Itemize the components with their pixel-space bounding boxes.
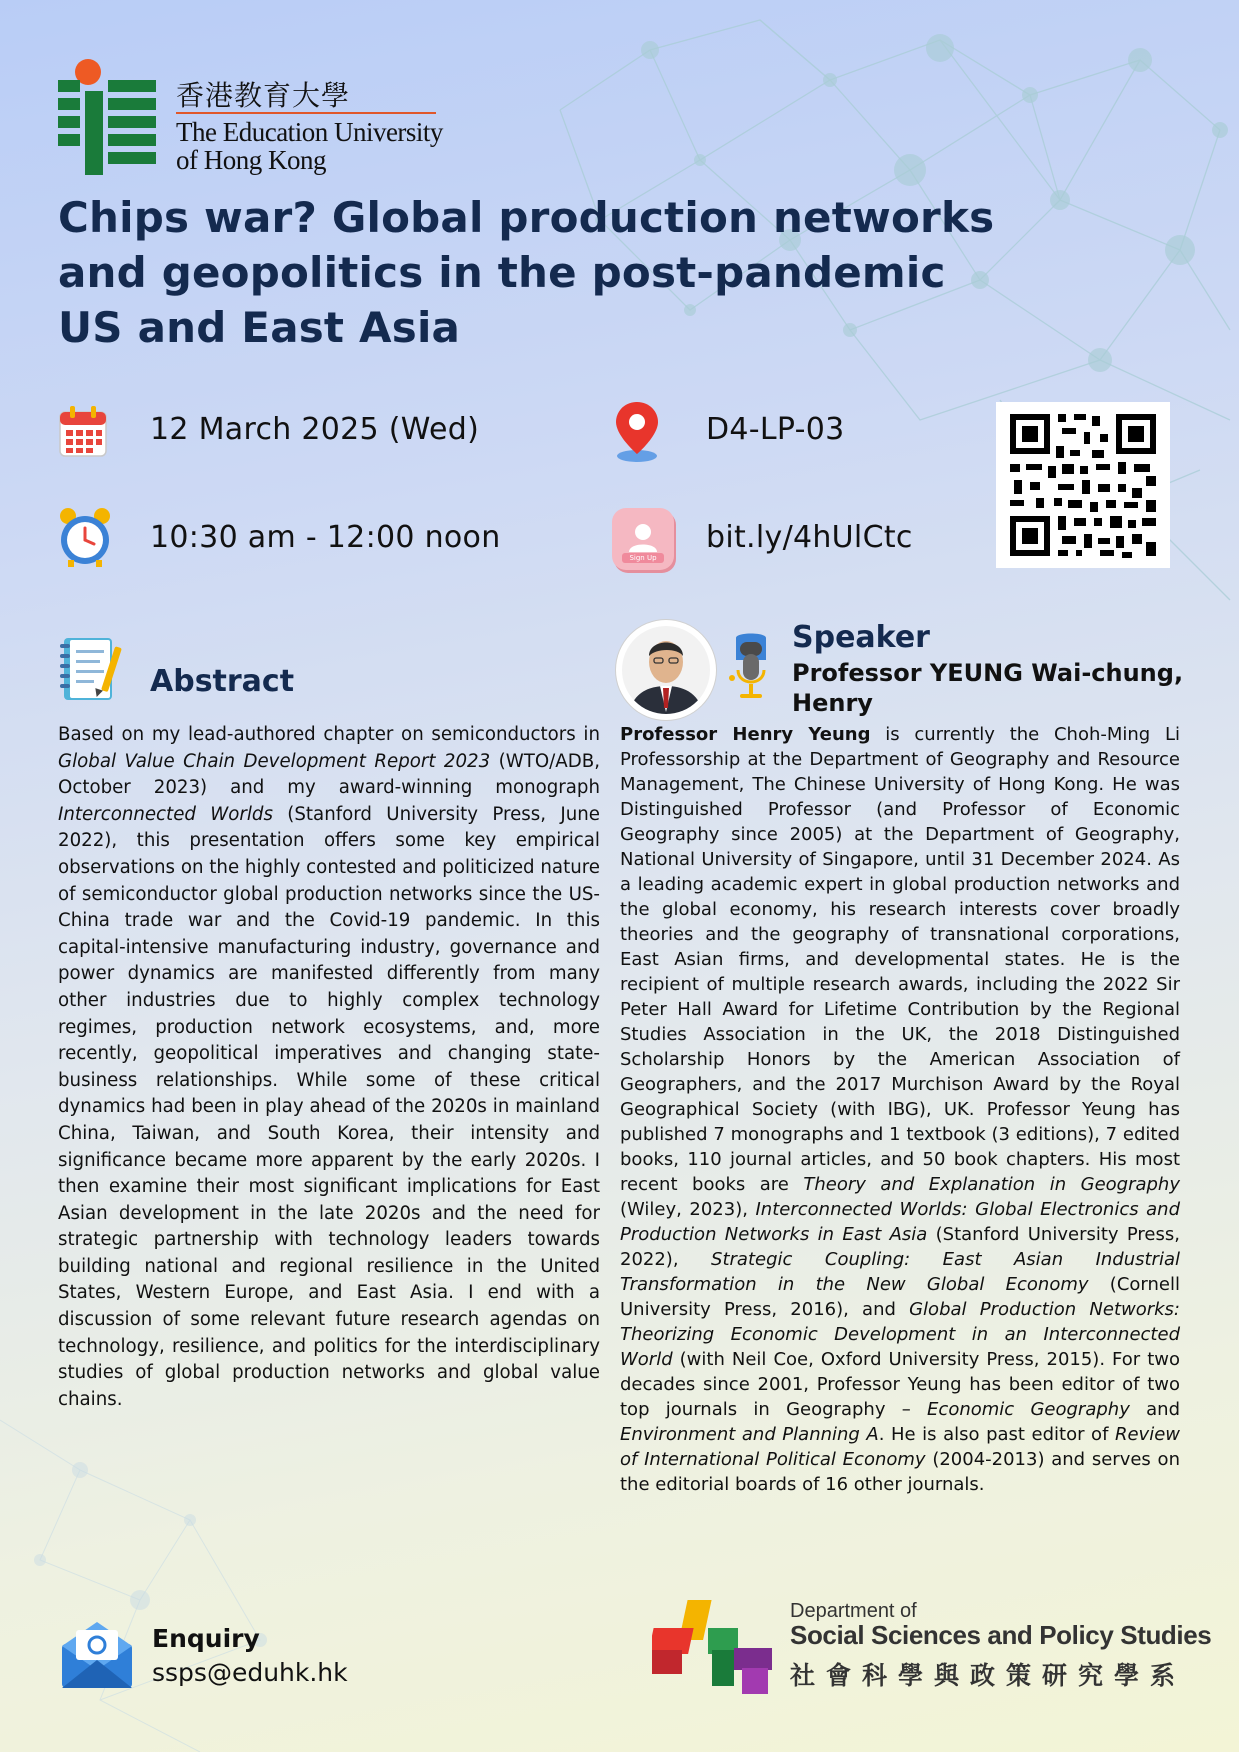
eduhk-emblem-icon xyxy=(58,58,158,178)
text-segment: Global Production Networks: Theorizing Economic Development in an Interconnected World xyxy=(620,1299,1180,1370)
enquiry-label: Enquiry xyxy=(152,1624,260,1653)
department-line2: Social Sciences and Policy Studies xyxy=(790,1620,1212,1650)
text-segment: (with Neil Coe, Oxford University Press, 2015). For two decades since 2001, Professor Yeung has been editor of two top journals in Geography – xyxy=(620,1349,1180,1420)
speaker-name-line1: Professor YEUNG Wai-chung, xyxy=(792,659,1184,687)
abstract-heading: Abstract xyxy=(150,664,295,699)
text-segment: Review of International Political Economy xyxy=(620,1424,1180,1470)
speaker-heading: Speaker xyxy=(792,620,930,655)
text-segment: . He is also past editor of xyxy=(878,1424,1115,1445)
registration-link[interactable]: bit.ly/4hUlCtc xyxy=(706,520,913,555)
text-segment: Professor Henry Yeung xyxy=(620,724,871,745)
text-segment: Based on my lead-authored chapter on semiconductors in xyxy=(58,724,600,745)
text-segment: (WTO/ADB, October 2023) and my award-winning monograph xyxy=(58,750,600,799)
eduhk-logo-mark xyxy=(58,58,158,178)
email-envelope-icon xyxy=(58,1620,136,1692)
event-title xyxy=(58,190,1058,355)
university-name-english-line2: of Hong Kong xyxy=(176,145,326,175)
text-segment: Theory and Explanation in Geography xyxy=(803,1174,1180,1195)
university-name-chinese: 香港教育大學 xyxy=(176,79,351,112)
alarm-clock-icon xyxy=(56,506,114,568)
title-line: US and East Asia xyxy=(58,303,461,352)
location-pin-icon xyxy=(612,400,662,464)
notebook-icon xyxy=(58,632,130,704)
text-segment: (Stanford University Press, 2022), xyxy=(620,1224,1180,1270)
text-segment: Interconnected Worlds: Global Electronics and Production Networks in East Asia xyxy=(620,1199,1180,1245)
microphone-icon xyxy=(726,630,774,704)
text-segment: (Wiley, 2023), xyxy=(620,1199,756,1220)
title-line: and geopolitics in the post-pandemic xyxy=(58,248,946,297)
event-date: 12 March 2025 (Wed) xyxy=(150,412,480,447)
text-segment: Interconnected Worlds xyxy=(58,803,273,825)
title-line: Chips war? Global production networks xyxy=(58,193,995,242)
registration-qr-code[interactable] xyxy=(996,402,1170,568)
event-venue: D4-LP-03 xyxy=(706,412,845,447)
university-name-english-line1: The Education University xyxy=(176,117,443,147)
ssps-department-logo-icon xyxy=(652,1598,776,1696)
abstract-text xyxy=(58,722,600,1413)
speaker-portrait-icon xyxy=(616,620,716,720)
text-segment: Economic Geography xyxy=(927,1399,1130,1420)
event-time: 10:30 am - 12:00 noon xyxy=(150,520,501,555)
text-segment: (Stanford University Press, June 2022), this presentation offers some key empirical observations on the highly contested and politicized nature of semiconductor global production networks since the US-China trade war and the Covid-19 pandemic. In this capital-intensive manufacturing industry, governance and power dynamics are manifested differently from many other industries due to highly complex technology regimes, production network ecosystems, and, more recently, geopolitical imperatives and changing state-business relationships. While some of these critical dynamics had been in play ahead of the 2020s in mainland China, Taiwan, and South Korea, their intensity and significance became more apparent by the early 2020s. I then examine their most significant implications for East Asian development in the late 2020s and the need for strategic partnership with technology leaders towards building national and regional resilience in the United States, Western Europe, and East Asia. I end with a discussion of some relevant future research agendas on technology, resilience, and politics for the interdisciplinary studies of global production networks and global value chains. xyxy=(58,803,600,1410)
text-segment: (Cornell University Press, 2016), and xyxy=(620,1274,1180,1320)
department-name-chinese: 社會科學與政策研究學系 xyxy=(790,1661,1187,1690)
text-segment: is currently the Choh-Ming Li Professorship at the Department of Geography and Resource Management, The Chinese University of Hong Kong. He was Distinguished Professor (and Professor of Economic Geography since 2005) at the Department of Geography, National University of Singapore, until 31 December 2024. As a leading academic expert in global production networks and the global economy, his research interests cover broadly theories and the geography of transnational corporations, East Asian firms, and developmental states. He is the recipient of multiple research awards, including the 2022 Sir Peter Hall Award for Lifetime Contribution by the Regional Studies Association in the UK, the 2018 Distinguished Scholarship Honors by the American Association of Geographers, and the 2017 Murchison Award by the Royal Geographical Society (with IBG), UK. Professor Yeung has published 7 monographs and 1 textbook (3 editions), 7 edited books, 110 journal articles, and 50 book chapters. His most recent books are xyxy=(620,724,1180,1195)
calendar-icon xyxy=(58,404,110,460)
text-segment: Strategic Coupling: East Asian Industrial Transformation in the New Global Economy xyxy=(620,1249,1180,1295)
logo-divider xyxy=(176,112,436,114)
text-segment: (2004-2013) and serves on the editorial boards of 16 other journals. xyxy=(620,1449,1180,1495)
text-segment: and xyxy=(1129,1399,1181,1420)
signup-badge-label: Sign Up xyxy=(629,554,657,562)
speaker-bio-text xyxy=(620,722,1180,1497)
text-segment: Environment and Planning A xyxy=(620,1424,879,1445)
department-line1: Department of xyxy=(790,1600,917,1622)
speaker-photo xyxy=(616,620,716,720)
signup-badge xyxy=(612,508,674,570)
text-segment: Global Value Chain Development Report 2023 xyxy=(58,750,491,772)
qr-code-icon xyxy=(996,402,1170,568)
speaker-name-line2: Henry xyxy=(792,689,873,717)
enquiry-email[interactable]: ssps@eduhk.hk xyxy=(152,1658,348,1687)
